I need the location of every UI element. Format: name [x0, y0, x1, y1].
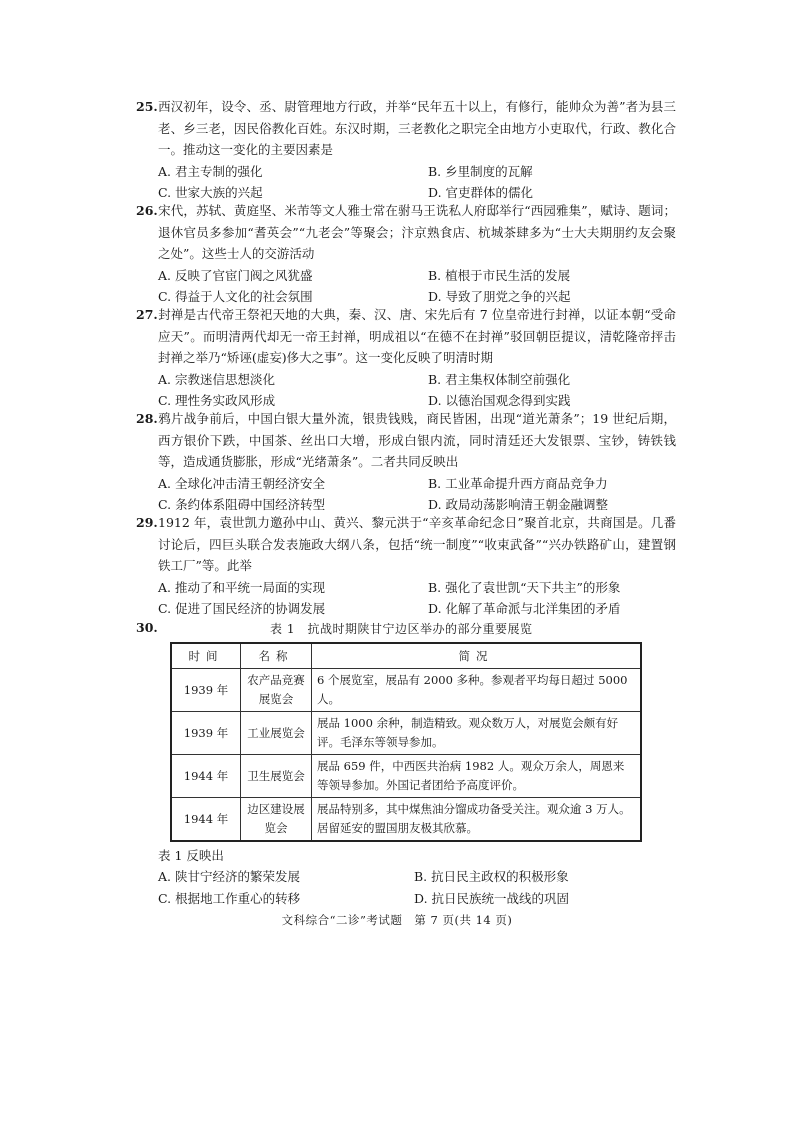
cell-time: 1944 年 — [171, 798, 241, 842]
cell-name: 卫生展览会 — [241, 755, 312, 798]
option-d: D. 抗日民族统一战线的巩固 — [414, 890, 570, 906]
option-c: C. 得益于人文化的社会氛围 — [158, 289, 313, 304]
question-stem: 鸦片战争前后，中国白银大量外流，银贵钱贱，商民皆困，出现“道光萧条”；19 世纪后期，西方银价下跌，中国茶、丝出口大增，形成白银内流，同时清廷还大发银票、宝钞，铸铁钱等，造成通货膨胀，形成“光绪萧条”。二者共同反映出 — [158, 411, 676, 469]
option-b: B. 君主集权体制空前强化 — [428, 371, 571, 387]
option-d: D. 化解了革命派与北洋集团的矛盾 — [428, 601, 621, 616]
table-row — [171, 712, 641, 755]
table-row — [171, 755, 641, 798]
question-30-stem: 表 1 反映出 — [158, 848, 224, 863]
option-a: A. 反映了官宦门阀之风犹盛 — [158, 267, 313, 283]
option-d: D. 政局动荡影响清王朝金融调整 — [428, 497, 609, 512]
exhibition-table — [170, 642, 642, 842]
cell-name: 农产品竞赛展览会 — [241, 669, 312, 712]
question-number: 29. — [136, 515, 158, 530]
table-header-row — [171, 643, 641, 669]
question-stem: 西汉初年，设令、丞、尉管理地方行政，并举“民年五十以上，有修行，能帅众为善”者为县三老、乡三老，因民俗教化百姓。东汉时期，三老教化之职完全由地方小吏取代，行政、教化合一。推动这一变化的主要因素是 — [158, 99, 676, 157]
table-caption: 表 1 抗战时期陕甘宁边区举办的部分重要展览 — [270, 622, 533, 636]
question-28 — [136, 408, 676, 516]
option-a: A. 宗教迷信思想淡化 — [158, 371, 275, 387]
cell-name: 工业展览会 — [241, 712, 312, 755]
option-b: B. 抗日民主政权的积极形象 — [414, 869, 569, 884]
cell-time: 1944 年 — [171, 755, 241, 798]
options — [158, 577, 676, 620]
options — [158, 265, 676, 308]
option-d: D. 官吏群体的儒化 — [428, 185, 534, 200]
cell-desc: 展品特别多，其中煤焦油分馏成功备受关注。观众逾 3 万人。居留延安的盟国朋友极其欣慕。 — [312, 798, 642, 842]
option-a: A. 陕甘宁经济的繁荣发展 — [158, 869, 300, 884]
page-footer: 文科综合“二诊”考试题 第 7 页(共 14 页) — [281, 913, 513, 927]
question-25 — [136, 96, 676, 204]
question-27 — [136, 304, 676, 412]
header-desc: 简况 — [312, 643, 642, 669]
question-number: 28. — [136, 411, 158, 426]
cell-desc: 展品 659 件，中西医共治病 1982 人。观众万余人，周恩来等领导参加。外国记者团给予高度评价。 — [312, 755, 642, 798]
cell-time: 1939 年 — [171, 669, 241, 712]
option-a: A. 推动了和平统一局面的实现 — [158, 579, 325, 595]
option-a: A. 全球化冲击清王朝经济安全 — [158, 475, 325, 491]
question-number: 26. — [136, 203, 158, 218]
cell-desc: 6 个展览室，展品有 2000 多种。参观者平均每日超过 5000 人。 — [312, 669, 642, 712]
options — [158, 369, 676, 412]
option-a: A. 君主专制的强化 — [158, 163, 263, 179]
table-row — [171, 798, 641, 842]
option-c: C. 世家大族的兴起 — [158, 185, 263, 200]
question-stem: 1912 年，袁世凯力邀孙中山、黄兴、黎元洪于“辛亥革命纪念日”聚首北京，共商国是。几番讨论后，四巨头联合发表施政大纲八条，包括“统一制度”“收束武备”“兴办铁路矿山，建置钢铁工厂”等。此举 — [158, 515, 676, 573]
option-b: B. 乡里制度的瓦解 — [428, 163, 533, 179]
question-26 — [136, 200, 676, 308]
question-stem: 封禅是古代帝王祭祀天地的大典，秦、汉、唐、宋先后有 7 位皇帝进行封禅，以证本朝“受命应天”。而明清两代却无一帝王封禅，明成祖以“在德不在封禅”驳回朝臣提议，清乾隆帝抨击封禅之举乃“矫诬(虚妄)侈大之事”。这一变化反映了明清时期 — [158, 307, 676, 365]
option-d: D. 以德治国观念得到实践 — [428, 393, 571, 408]
cell-time: 1939 年 — [171, 712, 241, 755]
question-number: 25. — [136, 99, 158, 114]
question-number: 27. — [136, 307, 158, 322]
header-name: 名称 — [241, 643, 312, 669]
question-30-options — [158, 866, 678, 909]
question-30-number: 30. — [136, 620, 158, 635]
option-d: D. 导致了朋党之争的兴起 — [428, 289, 571, 304]
option-b: B. 工业革命提升西方商品竞争力 — [428, 475, 608, 491]
option-c: C. 理性务实政风形成 — [158, 393, 276, 408]
option-c: C. 促进了国民经济的协调发展 — [158, 601, 326, 616]
table-row — [171, 669, 641, 712]
options — [158, 473, 676, 516]
cell-desc: 展品 1000 余种，制造精致。观众数万人，对展览会颇有好评。毛泽东等领导参加。 — [312, 712, 642, 755]
question-stem: 宋代，苏轼、黄庭坚、米芾等文人雅士常在驸马王诜私人府邸举行“西园雅集”，赋诗、题词；退休官员多参加“耆英会”“九老会”等聚会；汴京熟食店、杭城茶肆多为“士大夫期朋约友会聚之处”。这些士人的交游活动 — [158, 203, 676, 261]
option-c: C. 条约体系阻碍中国经济转型 — [158, 497, 326, 512]
header-time: 时间 — [171, 643, 241, 669]
options — [158, 161, 676, 204]
option-b: B. 强化了袁世凯“天下共主”的形象 — [428, 579, 621, 595]
cell-name: 边区建设展览会 — [241, 798, 312, 842]
question-29 — [136, 512, 676, 620]
option-c: C. 根据地工作重心的转移 — [158, 890, 301, 906]
option-b: B. 植根于市民生活的发展 — [428, 267, 571, 283]
